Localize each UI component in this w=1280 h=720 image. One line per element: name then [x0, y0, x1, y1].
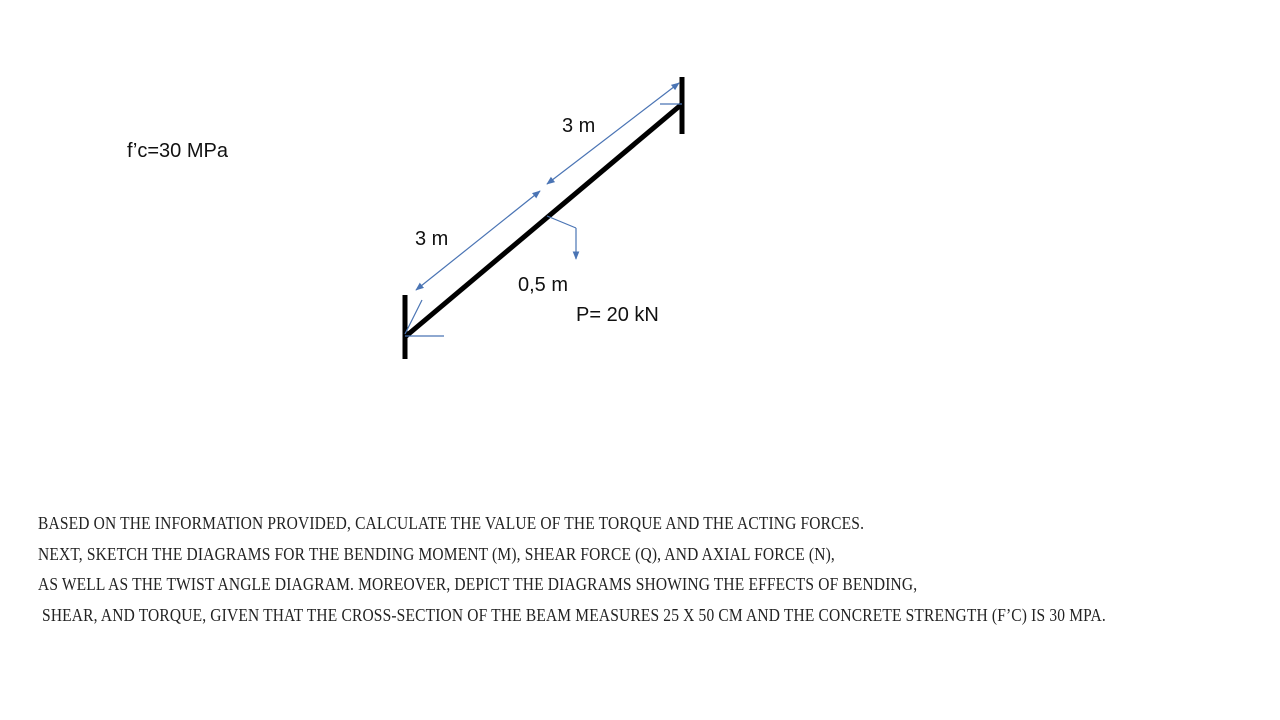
beam-member: [405, 104, 682, 337]
problem-line-4: SHEAR, AND TORQUE, GIVEN THAT THE CROSS-SECTION OF THE BEAM MEASURES 25 X 50 CM AND THE CONCRETE STRENGTH (F’C) IS 30 MPA.: [38, 604, 1106, 625]
problem-line-3: AS WELL AS THE TWIST ANGLE DIAGRAM. MOREOVER, DEPICT THE DIAGRAMS SHOWING THE EFFECTS OF BENDING,: [38, 574, 918, 594]
problem-line-2: NEXT, SKETCH THE DIAGRAMS FOR THE BENDING MOMENT (M), SHEAR FORCE (Q), AND AXIAL FORCE (N),: [38, 543, 835, 564]
load-offset-bracket: [547, 216, 576, 228]
problem-line-1: BASED ON THE INFORMATION PROVIDED, CALCULATE THE VALUE OF THE TORQUE AND THE ACTING FORCES.: [38, 513, 865, 533]
load-offset-label: 0,5 m: [518, 274, 569, 296]
problem-statement: [38, 508, 1106, 630]
load-label: P= 20 kN: [576, 304, 659, 326]
upper-segment-length-label: 3 m: [562, 115, 596, 137]
lower-segment-length-label: 3 m: [415, 228, 449, 250]
concrete-strength-label: f’c=30 MPa: [127, 140, 228, 162]
